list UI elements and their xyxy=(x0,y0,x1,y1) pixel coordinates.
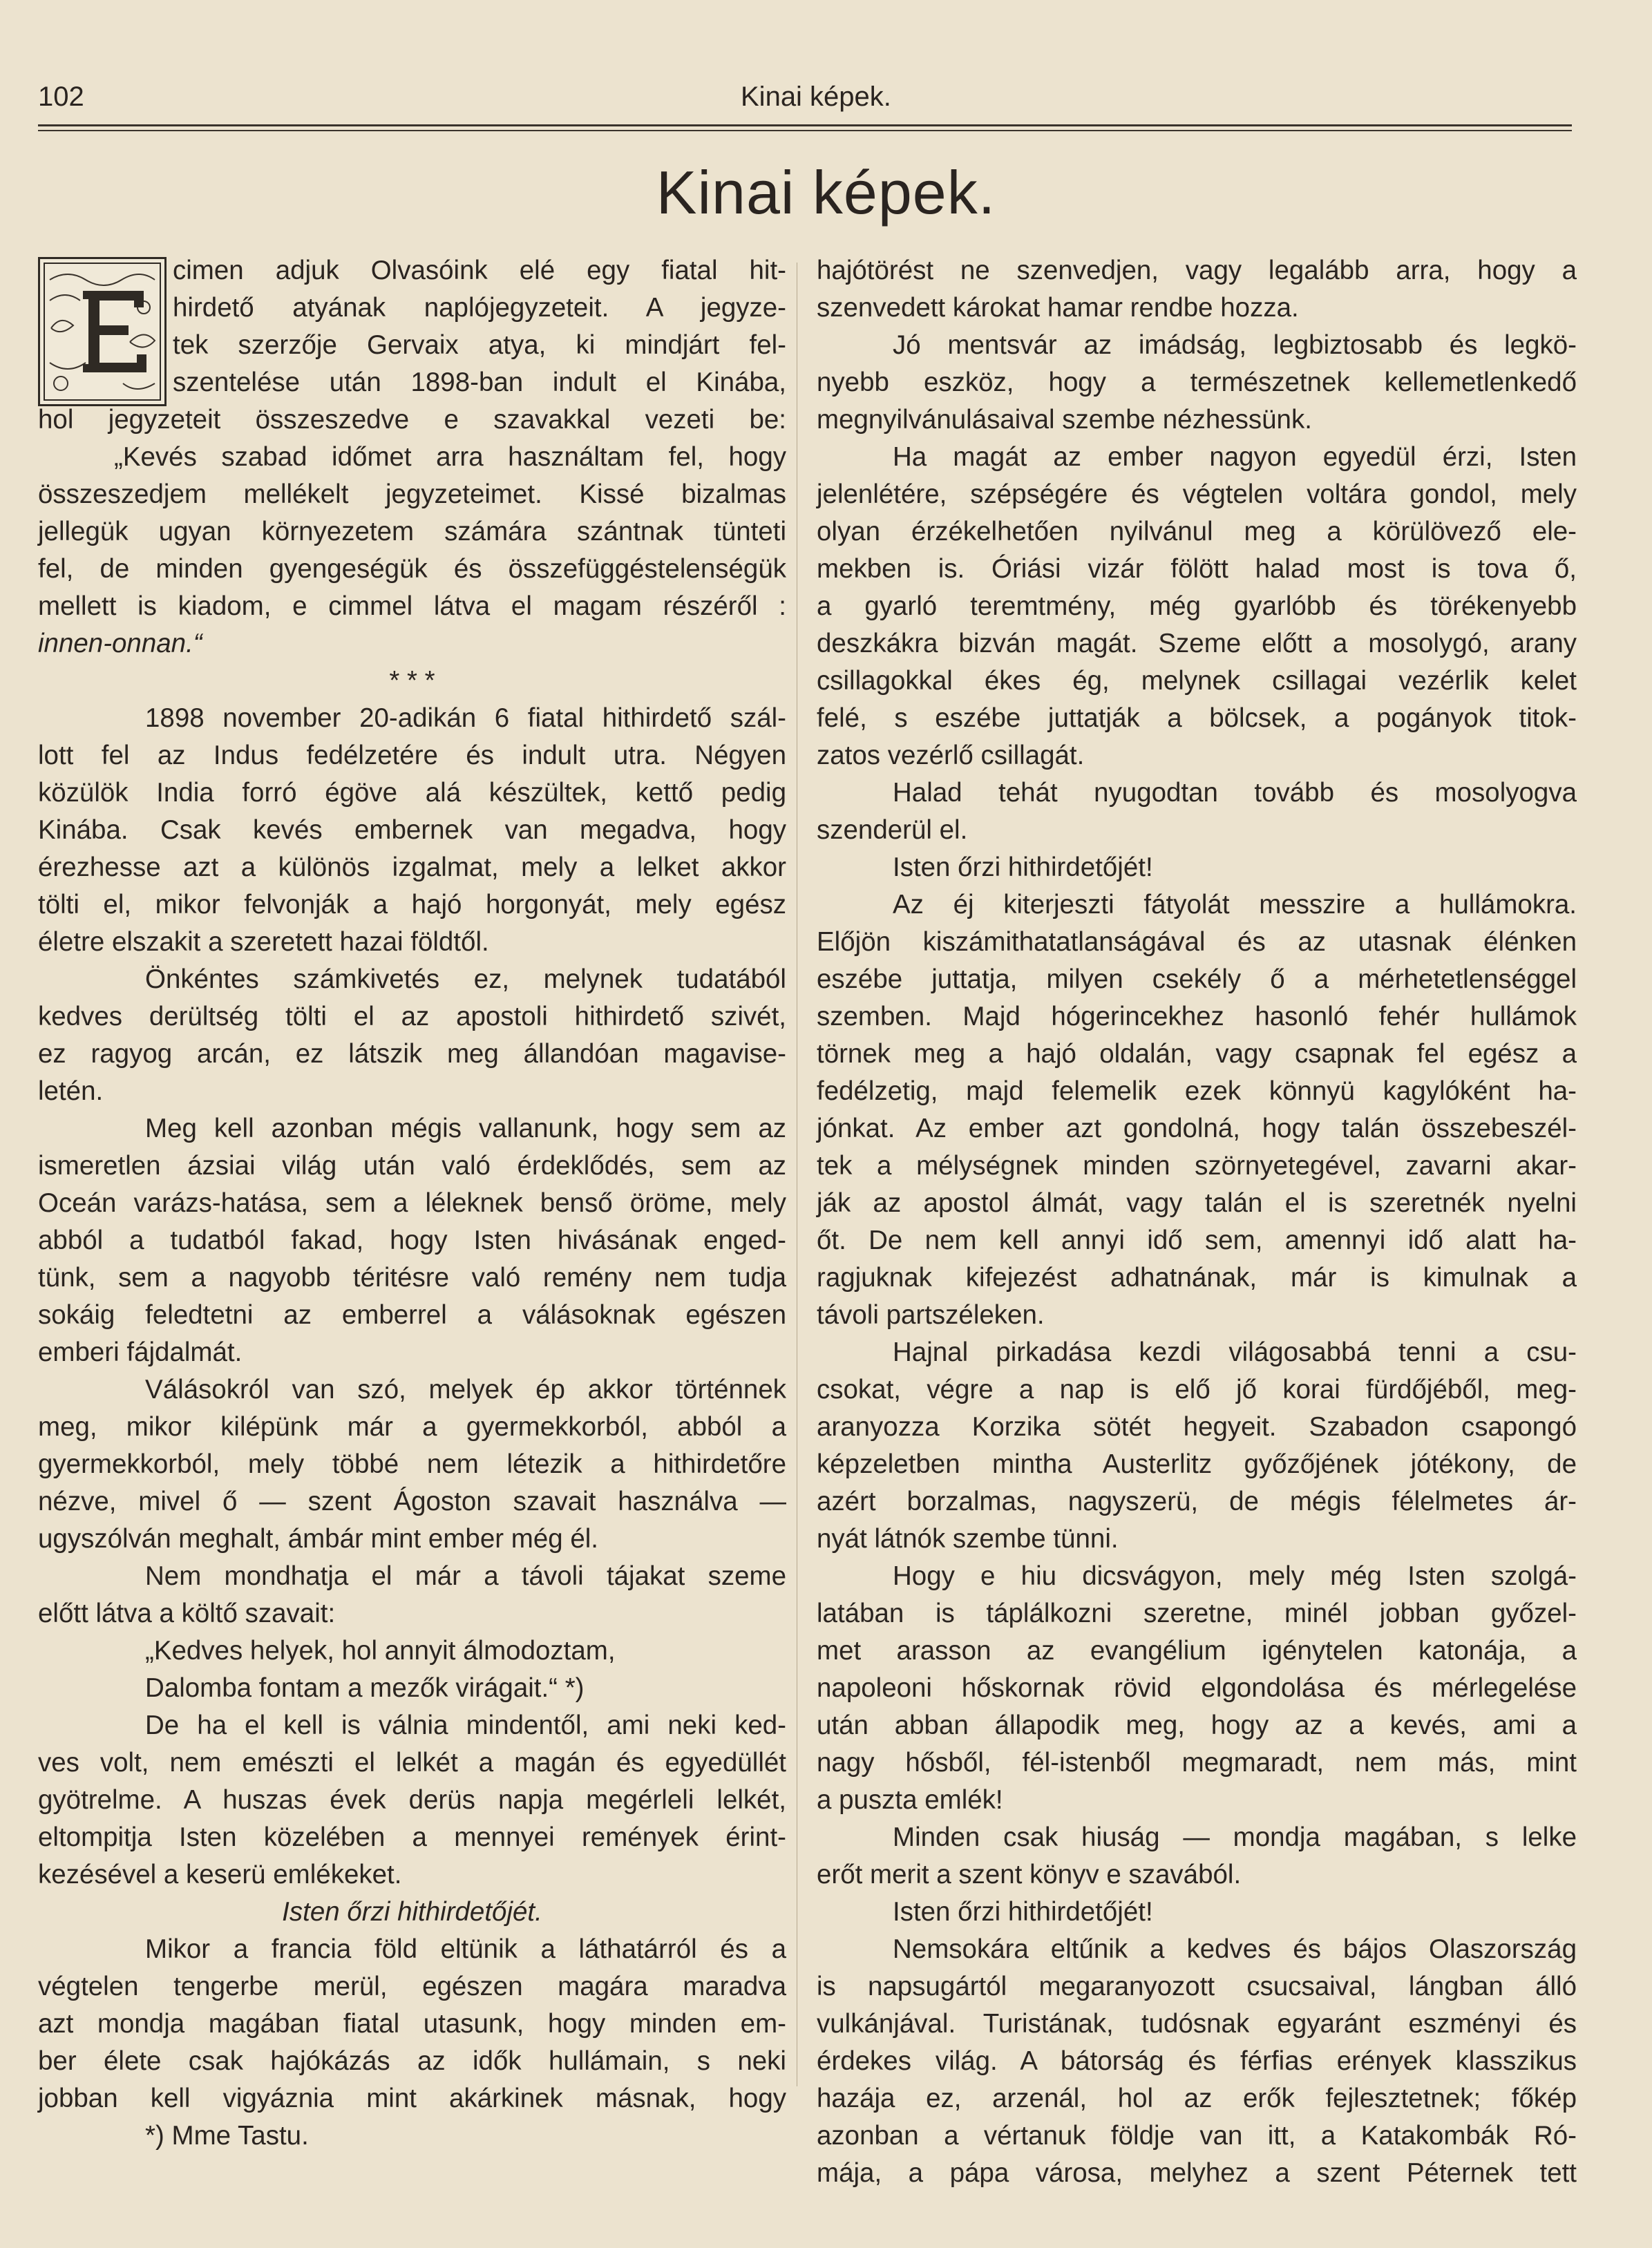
header-rule xyxy=(38,124,1572,126)
right-column xyxy=(817,252,1577,2192)
text-line: Az éj kiterjeszti fátyolát messzire a hullámokra. xyxy=(893,890,1577,920)
text-line: deszkákra bizván magát. Szeme előtt a mosolygó, arany xyxy=(817,629,1577,658)
text-line: latában is táplálkozni szeretne, minél jobban győzel- xyxy=(817,1599,1577,1628)
article-title: Kinai képek. xyxy=(656,158,996,227)
text-line: erőt merit a szent könyv e szavából. xyxy=(817,1860,1242,1889)
text-line: ez ragyog arcán, ez látszik meg állandóan magavise- xyxy=(38,1039,786,1069)
text-line: abból a tudatból fakad, hogy Isten hivásának enged- xyxy=(38,1226,786,1255)
text-line: jobban kell vigyáznia mint akárkinek másnak, hogy xyxy=(38,2084,786,2113)
text-line: vulkánjával. Turistának, tudósnak egyaránt eszményi és xyxy=(817,2009,1577,2039)
text-line: végtelen tengerbe merül, egészen magára maradva xyxy=(38,1972,786,2001)
text-line: fedélzetig, majd felemelik ezek könnyü kagylóként ha- xyxy=(817,1076,1577,1106)
text-line: Mikor a francia föld eltünik a láthatárról és a xyxy=(145,1934,786,1964)
text-line: zatos vezérlő csillagát. xyxy=(817,741,1085,770)
text-line: ják az apostol álmát, vagy talán el is szeretnék nyelni xyxy=(817,1188,1577,1218)
text-line: hazája ez, arzenál, hol az erők fejlesztetnek; főkép xyxy=(817,2084,1577,2113)
text-line: sokáig feledtetni az emberrel a válásoknak egészen xyxy=(38,1300,786,1330)
text-line: aranyozza Korzika sötét hegyeit. Szabadon csapongó xyxy=(817,1412,1577,1442)
text-line: Halad tehát nyugodtan tovább és mosolyogva xyxy=(893,778,1577,808)
text-line: innen-onnan.“ xyxy=(38,629,202,658)
running-title: Kinai képek. xyxy=(741,82,891,112)
text-line: azonban a vértanuk földje van itt, a Katakombák Ró- xyxy=(817,2121,1577,2151)
header-rule-double xyxy=(38,130,1572,131)
text-line: Oceán varázs-hatása, sem a léleknek benső öröme, mely xyxy=(38,1188,786,1218)
text-line: szenvedett károkat hamar rendbe hozza. xyxy=(817,293,1299,323)
text-line: De ha el kell is válnia mindentől, ami neki ked- xyxy=(145,1711,786,1740)
text-line: érezhesse azt a különös izgalmat, mely a lelket akkor xyxy=(38,852,786,882)
text-line: törnek meg a hajó oldalán, vagy csapnak fel egész a xyxy=(817,1039,1577,1069)
text-line: emberi fájdalmát. xyxy=(38,1337,243,1367)
text-line: tölti el, mikor felvonják a hajó horgonyát, mely egész xyxy=(38,890,786,920)
text-line: Isten őrzi hithirdetőjét! xyxy=(893,1897,1153,1927)
text-line: kezésével a keserü emlékeket. xyxy=(38,1860,402,1889)
text-line: nyát látnók szembe tünni. xyxy=(817,1524,1119,1554)
text-line: szentelése után 1898-ban indult el Kinába, xyxy=(173,368,786,397)
text-line: „Kevés szabad időmet arra használtam fel, hogy xyxy=(114,442,786,472)
text-line: hol jegyzeteit összeszedve e szavakkal vezeti be: xyxy=(38,405,786,435)
text-line: meg, mikor kilépünk már a gyermekkorból, abból a xyxy=(38,1412,786,1442)
text-line: met arasson az evangélium igénytelen katonája, a xyxy=(817,1636,1577,1666)
text-line: után abban állapodik meg, hogy az a kevés, ami a xyxy=(817,1711,1577,1740)
text-line: ismeretlen ázsiai világ után való érdeklődés, sem az xyxy=(38,1151,786,1181)
text-line: Isten őrzi hithirdetőjét. xyxy=(282,1897,542,1927)
text-line: ragjuknak kifejezést adhatnának, már is kimulnak a xyxy=(817,1263,1577,1293)
text-line: felé, s eszébe juttatják a bölcsek, a pogányok titok- xyxy=(817,703,1577,733)
text-line: nagy hősből, fél-istenből megmaradt, nem más, mint xyxy=(817,1748,1577,1778)
text-line: Isten őrzi hithirdetőjét! xyxy=(893,852,1153,882)
text-line: ugyszólván meghalt, ámbár mint ember még él. xyxy=(38,1524,599,1554)
text-line: jelenlétére, szépségére és végtelen voltára gondol, mely xyxy=(817,479,1577,509)
text-line: tek a mélységnek minden szörnyetegével, zavarni akar- xyxy=(817,1151,1577,1181)
text-line: fel, de minden gyengeségük és összefüggéstelenségük xyxy=(38,554,786,584)
text-line: gyermekkorból, mely többé nem létezik a hithirdetőre xyxy=(38,1449,786,1479)
text-line: Előjön kiszámithatatlanságával és az utasnak élénken xyxy=(817,927,1577,957)
text-line: előtt látva a költő szavait: xyxy=(38,1599,336,1628)
text-line: nézve, mivel ő — szent Ágoston szavait használva — xyxy=(38,1487,786,1516)
text-line: 1898 november 20-adikán 6 fiatal hithirdető szál- xyxy=(145,703,786,733)
text-line: is napsugártól megaranyozott csucsaival, lángban álló xyxy=(817,1972,1577,2001)
text-line: őt. De nem kell annyi idő sem, amennyi idő alatt ha- xyxy=(817,1226,1577,1255)
text-line: összeszedjem mellékelt jegyzeteimet. Kissé bizalmas xyxy=(38,479,786,509)
text-line: csokat, végre a nap is elő jő korai fürdőjéből, meg- xyxy=(817,1375,1577,1404)
text-line: hajótörést ne szenvedjen, vagy legalább arra, hogy a xyxy=(817,256,1577,285)
text-line: Jó mentsvár az imádság, legbiztosabb és legkö- xyxy=(893,330,1577,360)
text-line: szenderül el. xyxy=(817,815,968,845)
text-line: letén. xyxy=(38,1076,104,1106)
text-line: Nem mondhatja el már a távoli tájakat szeme xyxy=(145,1561,786,1591)
text-line: jellegük ugyan környezetem számára szántnak tünteti xyxy=(38,517,786,546)
text-line: Hajnal pirkadása kezdi világosabbá tenni a csu- xyxy=(893,1337,1577,1367)
text-line: tünk, sem a nagyobb téritésre való remény nem tudja xyxy=(38,1263,786,1293)
text-line: Hogy e hiu dicsvágyon, mely még Isten szolgá- xyxy=(893,1561,1577,1591)
text-line: napoleoni hőskornak rövid elgondolása és mérlegelése xyxy=(817,1673,1577,1703)
text-line: Kinába. Csak kevés embernek van megadva, hogy xyxy=(38,815,786,845)
text-line: hirdető atyának naplójegyzeteit. A jegyze- xyxy=(173,293,786,323)
text-line: a puszta emlék! xyxy=(817,1785,1003,1815)
text-line: Dalomba fontam a mezők virágait.“ *) xyxy=(145,1673,585,1703)
text-line: életre elszakit a szeretett hazai földtől. xyxy=(38,927,489,957)
text-line: nyebb eszköz, hogy a természetnek kellemetlenkedő xyxy=(817,368,1577,397)
text-line: „Kedves helyek, hol annyit álmodoztam, xyxy=(145,1636,616,1666)
text-line: Válásokról van szó, melyek ép akkor történnek xyxy=(145,1375,786,1404)
left-column xyxy=(38,252,786,2155)
text-line: kedves derültség tölti el az apostoli hithirdető szivét, xyxy=(38,1002,786,1031)
text-line: megnyilvánulásaival szembe nézhessünk. xyxy=(817,405,1312,435)
text-line: érdekes világ. A bátorság és férfias erények klasszikus xyxy=(817,2046,1577,2076)
text-line: tek szerzője Gervaix atya, ki mindjárt fel- xyxy=(173,330,786,360)
text-line: *) Mme Tastu. xyxy=(145,2121,309,2151)
text-line: cimen adjuk Olvasóink elé egy fiatal hit- xyxy=(173,256,786,285)
text-line: lott fel az Indus fedélzetére és indult utra. Négyen xyxy=(38,741,786,770)
text-line: olyan érzékelhetően nyilvánul meg a körülövező ele- xyxy=(817,517,1577,546)
text-line: gyötrelme. A huszas évek derüs napja megérleli lelkét, xyxy=(38,1785,786,1815)
text-line: mellett is kiadom, e cimmel látva el magam részéről : xyxy=(38,591,786,621)
text-line: Meg kell azonban mégis vallanunk, hogy sem az xyxy=(145,1114,786,1143)
text-line: Minden csak hiuság — mondja magában, s lelke xyxy=(893,1822,1577,1852)
text-line: mája, a pápa városa, melyhez a szent Péternek tett xyxy=(817,2158,1577,2188)
text-line: Nemsokára eltűnik a kedves és bájos Olaszország xyxy=(893,1934,1577,1964)
text-line: mekben is. Óriási vizár fölött halad most is tova ő, xyxy=(817,554,1577,584)
text-line: Ha magát az ember nagyon egyedül érzi, Isten xyxy=(893,442,1577,472)
text-line: eszébe juttatja, milyen csekély ő a mérhetetlenséggel xyxy=(817,964,1577,994)
text-line: képzeletben mintha Austerlitz győzőjének jótékony, de xyxy=(817,1449,1577,1479)
text-line: a gyarló teremtmény, még gyarlóbb és törékenyebb xyxy=(817,591,1577,621)
text-line: azt mondja magában fiatal utasunk, hogy minden em- xyxy=(38,2009,786,2039)
text-line: szemben. Majd hógerincekhez hasonló fehér hullámok xyxy=(817,1002,1577,1031)
text-line: ber élete csak hajókázás az idők hullámain, s neki xyxy=(38,2046,786,2076)
text-line: eltompitja Isten közelében a mennyei remények érint- xyxy=(38,1822,786,1852)
text-line: * * * xyxy=(389,666,435,696)
text-line: Önkéntes számkivetés ez, melynek tudatából xyxy=(145,964,786,994)
text-line: azért borzalmas, nagyszerü, de mégis félelmetes ár- xyxy=(817,1487,1577,1516)
text-line: közülök India forró égöve alá készültek, kettő pedig xyxy=(38,778,786,808)
page-number: 102 xyxy=(38,82,84,112)
text-line: jónkat. Az ember azt gondolná, hogy talán összebeszél- xyxy=(817,1114,1577,1143)
text-line: csillagokkal ékes ég, melynek csillagai vezérlik kelet xyxy=(817,666,1577,696)
text-line: ves volt, nem emészti el lelkét a magán és egyedüllét xyxy=(38,1748,786,1778)
text-line: távoli partszéleken. xyxy=(817,1300,1045,1330)
page-header xyxy=(0,82,1652,123)
